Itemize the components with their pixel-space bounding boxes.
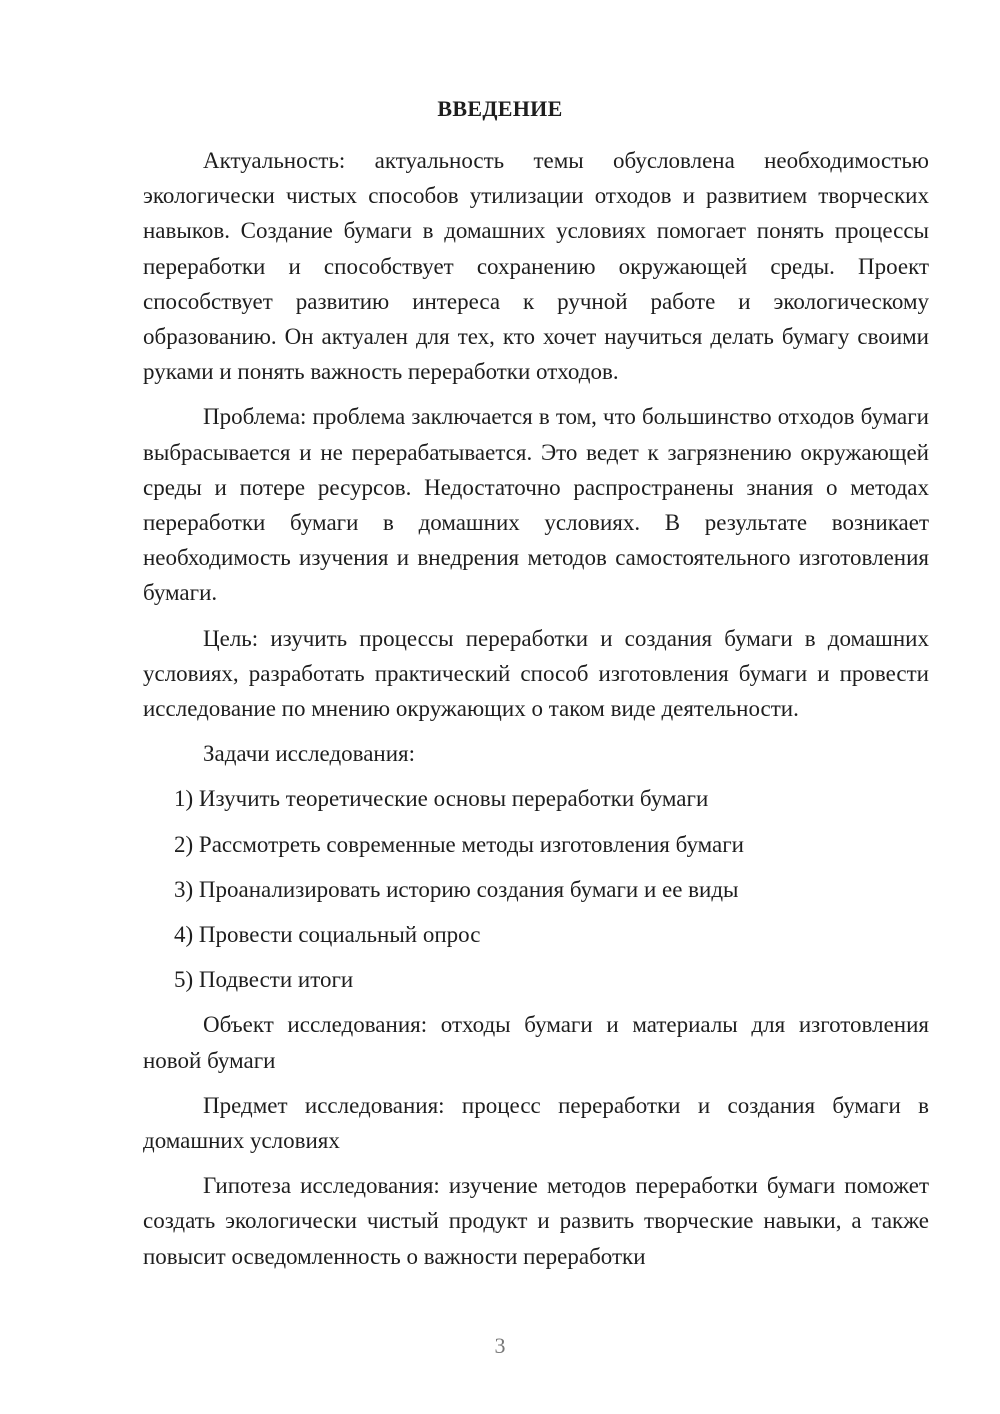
paragraph-hypothesis: Гипотеза исследования: изучение методов переработки бумаги поможет создать экологически чистый продукт и развить творческие навыки, а также повысит осведомленность о важности переработки [143, 1173, 929, 1269]
paragraph-goal: Цель: изучить процессы переработки и создания бумаги в домашних условиях, разработать практический способ изготовления бумаги и провести исследование по мнению окружающих о таком виде деятельности. [143, 625, 929, 722]
list-item: 5) Подвести итоги [174, 967, 354, 993]
list-item: 3) Проанализировать историю создания бумаги и ее виды [174, 876, 739, 902]
page-number: 3 [494, 1333, 506, 1358]
list-item: 1) Изучить теоретические основы переработки бумаги [174, 786, 709, 812]
tasks-heading: Задачи исследования: [203, 741, 416, 767]
paragraph-object: Объект исследования: отходы бумаги и материалы для изготовления новой бумаги [143, 1012, 929, 1073]
tasks-list [143, 781, 929, 997]
paragraph-subject: Предмет исследования: процесс переработки и создания бумаги в домашних условиях [143, 1092, 929, 1154]
list-item: 4) Провести социальный опрос [174, 922, 481, 948]
paragraph-problem: Проблема: проблема заключается в том, что большинство отходов бумаги выбрасывается и не перерабатывается. Это ведет к загрязнению окружающей среды и потере ресурсов. Недостаточно распространены знания о методах переработки бумаги в домашних условиях. В результате возникает необходимость изучения и внедрения методов самостоятельного изготовления бумаги. [143, 404, 929, 606]
section-title: ВВЕДЕНИЕ [437, 96, 563, 121]
paragraph-relevance: Актуальность: актуальность темы обусловлена необходимостью экологически чистых способов утилизации отходов и развитием творческих навыков. Создание бумаги в домашних условиях помогает понять процессы переработки и способствует сохранению окружающей среды. Проект способствует развитию интереса к ручной работе и экологическому образованию. Он актуален для тех, кто хочет научиться делать бумагу своими руками и понять важность переработки отходов. [143, 148, 929, 385]
document-body [143, 143, 929, 1274]
list-item: 2) Рассмотреть современные методы изготовления бумаги [174, 831, 744, 857]
